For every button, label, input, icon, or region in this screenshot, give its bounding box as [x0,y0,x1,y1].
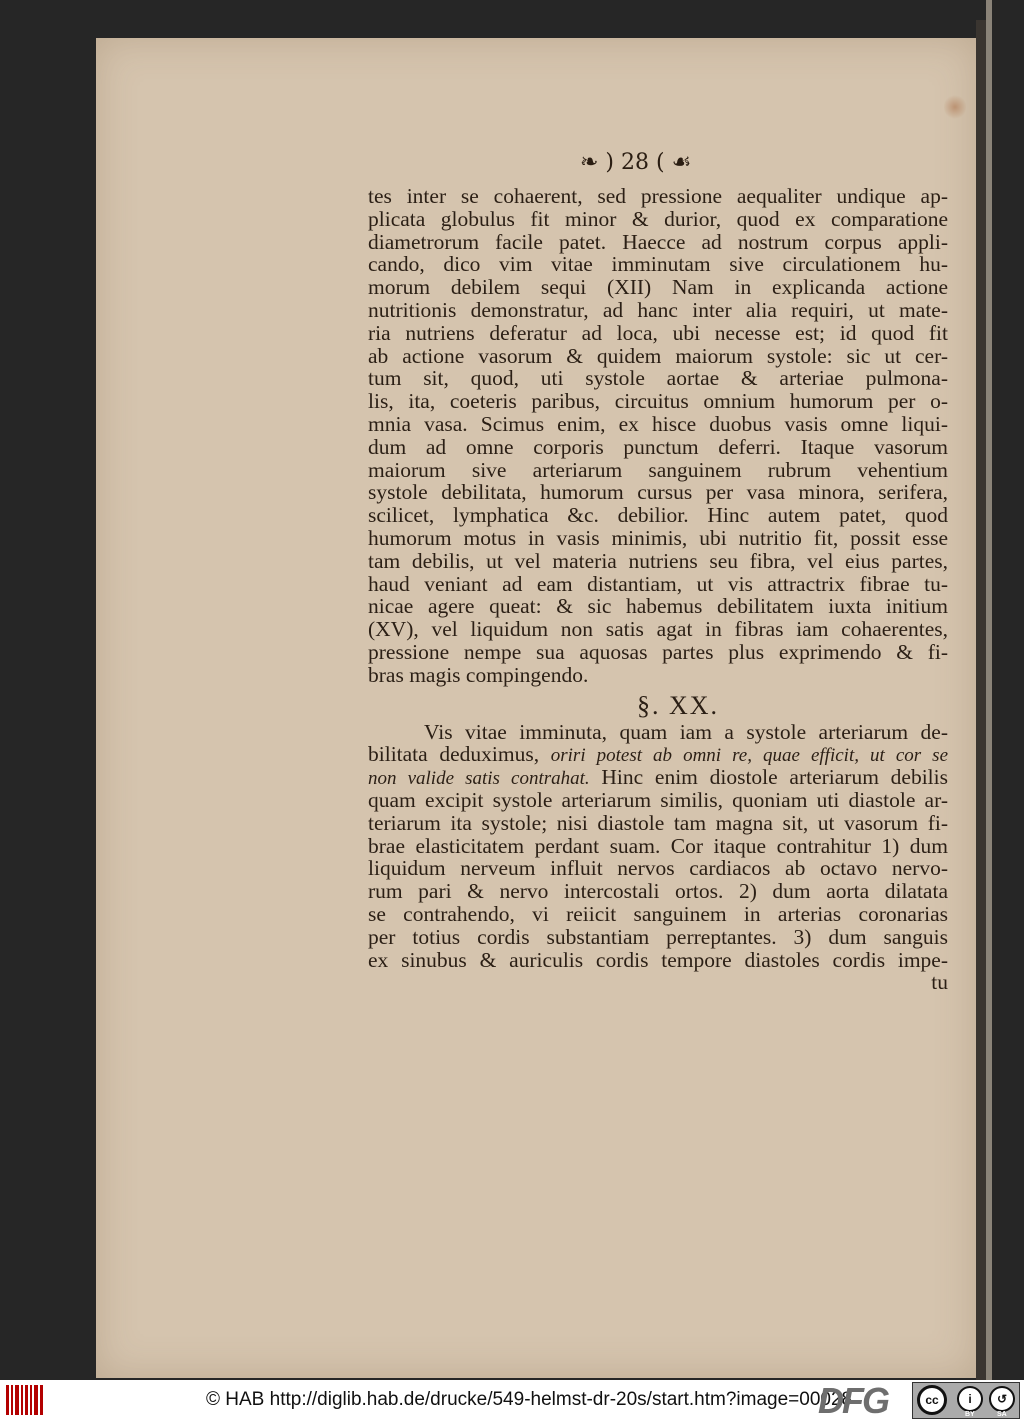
text-line: brae elasticitatem perdant suam. Cor itaque contrahitur 1) dum [368,833,948,858]
text-line [368,743,948,766]
paragraph-continued [368,185,948,687]
text-line: pressione nempe sua aquosas partes plus exprimendo & fi- [368,639,948,664]
body-text [368,185,948,994]
citation-link[interactable]: © HAB http://diglib.hab.de/drucke/549-helmst-dr-20s/start.htm?image=00028 [206,1389,853,1410]
license-badge[interactable] [912,1382,1020,1419]
paragraph-section-xx [368,721,948,995]
text-line: quam excipit systole arteriarum similis, quoniam uti diastole ar- [368,787,948,812]
text-line: teriarum ita systole; nisi diastole tam magna sit, ut vasorum fi- [368,810,948,835]
text-line: ria nutriens deferatur ad loca, ubi necesse est; id quod fit [368,320,948,345]
text-line: se contrahendo, vi reiicit sanguinem in arterias coronarias [368,901,948,926]
logo-bar [6,1385,9,1415]
text-line: tes inter se cohaerent, sed pressione aequaliter undique ap- [368,184,948,208]
footer-bar [0,1380,1024,1421]
text-line: scilicet, lymphatica &c. debilior. Hinc autem patet, quod [368,503,948,528]
text-line: bras magis compingendo. [368,662,589,687]
text-line: lis, ita, coeteris paribus, circuitus omnium humorum per o- [368,389,948,414]
dfg-logo[interactable]: DFG [818,1380,888,1421]
italic-text: non valide satis contrahat. [368,768,590,790]
section-heading: §. XX. [636,690,720,720]
logo-bar [40,1385,43,1415]
text-line: nutritionis demonstratur, ad hanc inter alia requiri, ut mate- [368,297,948,322]
text-line: Vis vitae imminuta, quam iam a systole arteriarum de- [424,719,948,744]
text-line [368,766,948,789]
text-line: tum sit, quod, uti systole aortae & arteriae pulmona- [368,366,948,391]
hab-logo[interactable] [6,1385,46,1415]
logo-bar [15,1385,19,1415]
text-line: mnia vasa. Scimus enim, ex hisce duobus vasis omne liqui- [368,411,948,436]
logo-bar [30,1385,32,1415]
text-span: Hinc enim diostole arteriarum debilis [589,765,948,790]
text-span: bilitata deduximus, [368,742,551,767]
text-line: liquidum nerveum influit nervos cardiacos ab octavo nervo- [368,856,948,881]
by-label: BY [965,1411,975,1418]
text-line: cando, dico vim vitae imminutam sive circulationem hu- [368,252,948,277]
text-line: ex sinubus & auriculis cordis tempore diastoles cordis impe- [368,947,948,972]
text-line: systole debilitata, humorum cursus per vasa minora, serifera, [368,480,948,505]
italic-text: oriri potest ab omni re, quae efficit, ut cor se [550,745,948,767]
text-line: plicata globulus fit minor & durior, quod ex comparatione [368,206,948,231]
text-line: dum ad omne corporis punctum deferri. Itaque vasorum [368,434,948,459]
text-line: nicae agere queat: & sic habemus debilitatem iuxta initium [368,594,948,619]
text-line: maiorum sive arteriarum sanguinem rubrum vehentium [368,457,948,482]
text-line: morum debilem sequi (XII) Nam in explicanda actione [368,275,948,300]
text-line: tam debilis, ut vel materia nutriens seu fibra, vel eius partes, [368,548,948,573]
catchword: tu [931,970,948,995]
text-line: per totius cordis substantiam perreptantes. 3) dum sanguis [368,924,948,949]
text-line: humorum motus in vasis minimis, ubi nutritio fit, possit esse [368,525,948,550]
by-icon: i [957,1386,983,1412]
running-head: ❧ ) 28 ( ☙ [580,150,692,175]
page-edge [976,20,986,1380]
text-line: diametrorum facile patet. Haecce ad nostrum corpus appli- [368,229,948,254]
text-line: rum pari & nervo intercostali ortos. 2) dum aorta dilatata [368,879,948,904]
text-line: ab actione vasorum & quidem maiorum systole: sic ut cer- [368,343,948,368]
logo-bar [34,1385,38,1415]
binding-strip [986,0,992,1380]
text-line: haud veniant ad eam distantiam, ut vis attractrix fibrae tu- [368,571,948,596]
paper-stain [944,94,966,120]
cc-icon: cc [917,1385,947,1415]
sa-label: SA [997,1411,1007,1418]
logo-bar [25,1385,28,1415]
sa-icon: ↺ [989,1386,1015,1412]
text-line: (XV), vel liquidum non satis agat in fibras iam cohaerentes, [368,617,948,642]
paragraph-lines [368,789,948,971]
logo-bar [21,1385,23,1415]
logo-bar [11,1385,13,1415]
